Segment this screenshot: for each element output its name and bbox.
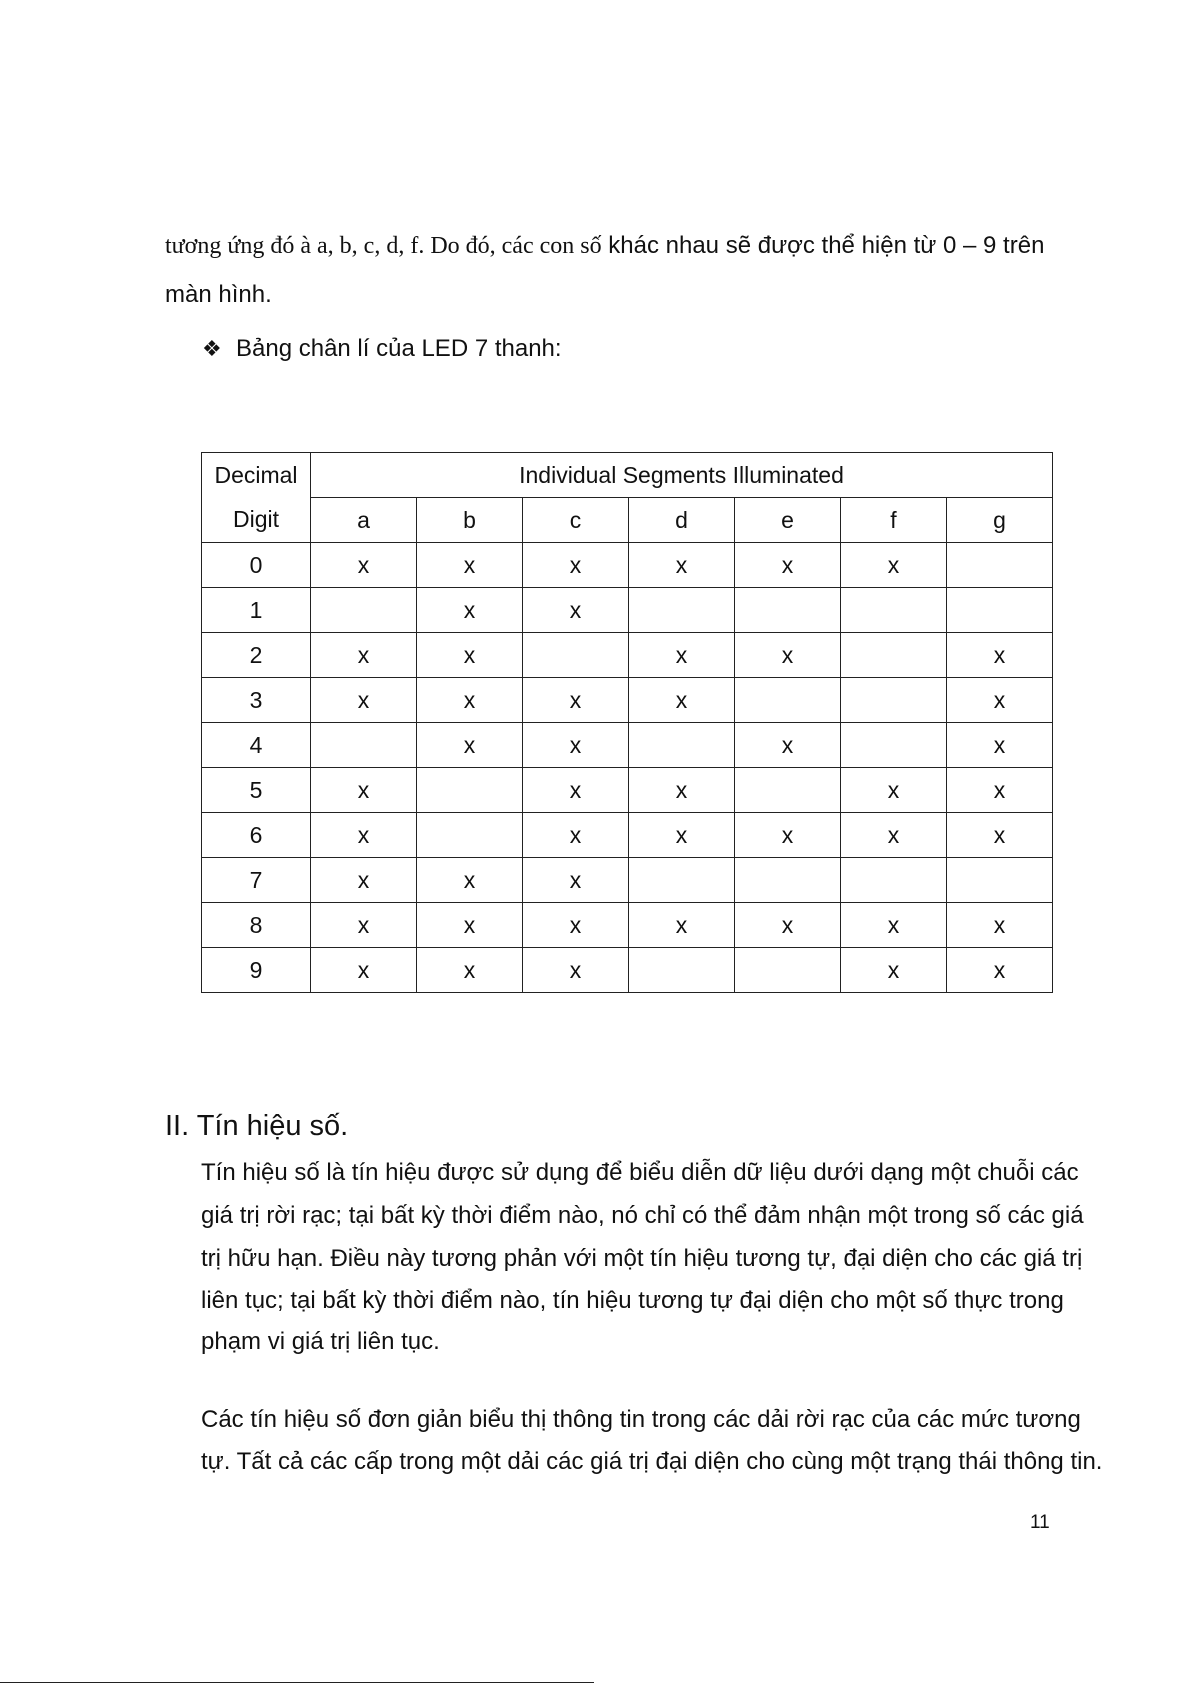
segment-cell: x	[735, 723, 841, 768]
paragraph-1-line: phạm vi giá trị liên tục.	[201, 1328, 440, 1355]
paragraph-1-line: Tín hiệu số là tín hiệu được sử dụng để biểu diễn dữ liệu dưới dạng một chuỗi các	[201, 1159, 1079, 1186]
segment-cell	[735, 858, 841, 903]
segment-cell: x	[311, 948, 417, 993]
paragraph-1-line: trị hữu hạn. Điều này tương phản với một tín hiệu tương tự, đại diện cho các giá trị	[201, 1245, 1083, 1272]
paragraph-1-line: liên tục; tại bất kỳ thời điểm nào, tín hiệu tương tự đại diện cho một số thực trong	[201, 1287, 1064, 1314]
segment-cell: x	[947, 948, 1053, 993]
digit-cell: 0	[202, 543, 311, 588]
digit-header-bottom: Digit	[202, 498, 311, 543]
page-number: 11	[1030, 1512, 1050, 1533]
segment-cell	[735, 948, 841, 993]
intro-line-1-sans: khác nhau sẽ được thể hiện từ 0 – 9 trên	[601, 232, 1045, 259]
table-row	[202, 858, 1053, 903]
intro-line-2: màn hình.	[165, 281, 272, 308]
paragraph-1-line: giá trị rời rạc; tại bất kỳ thời điểm nào, nó chỉ có thể đảm nhận một trong số các giá	[201, 1202, 1084, 1229]
segment-cell	[417, 813, 523, 858]
segment-cell	[841, 588, 947, 633]
segment-cell	[629, 948, 735, 993]
segment-header-cell: f	[841, 498, 947, 543]
segment-cell	[735, 768, 841, 813]
segment-cell	[311, 588, 417, 633]
segment-cell: x	[523, 543, 629, 588]
segment-cell	[841, 633, 947, 678]
segment-cell	[735, 678, 841, 723]
segment-cell: x	[523, 678, 629, 723]
segment-cell: x	[311, 678, 417, 723]
segment-cell	[417, 768, 523, 813]
truth-table	[201, 452, 1053, 993]
digit-cell: 2	[202, 633, 311, 678]
digit-cell: 9	[202, 948, 311, 993]
segment-header-cell: a	[311, 498, 417, 543]
segment-cell	[629, 723, 735, 768]
footnote-divider	[0, 1682, 594, 1683]
segment-cell: x	[417, 858, 523, 903]
segment-cell: x	[735, 633, 841, 678]
table-row	[202, 903, 1053, 948]
digit-cell: 3	[202, 678, 311, 723]
digit-cell: 7	[202, 858, 311, 903]
segment-cell: x	[311, 903, 417, 948]
segment-cell: x	[417, 678, 523, 723]
segment-cell: x	[947, 813, 1053, 858]
paragraph-2-line: tự. Tất cả các cấp trong một dải các giá trị đại diện cho cùng một trạng thái thông tin.	[201, 1448, 1103, 1475]
table-row	[202, 768, 1053, 813]
table-caption-text: Bảng chân lí của LED 7 thanh:	[236, 335, 562, 362]
segment-cell: x	[947, 678, 1053, 723]
segment-cell	[947, 588, 1053, 633]
segment-cell: x	[417, 633, 523, 678]
segment-cell: x	[523, 723, 629, 768]
digit-cell: 6	[202, 813, 311, 858]
table-row	[202, 678, 1053, 723]
segment-cell: x	[735, 813, 841, 858]
segment-cell: x	[629, 543, 735, 588]
segment-cell: x	[523, 948, 629, 993]
digit-cell: 5	[202, 768, 311, 813]
segment-cell: x	[311, 768, 417, 813]
table-row	[202, 543, 1053, 588]
segment-cell: x	[735, 543, 841, 588]
digit-cell: 4	[202, 723, 311, 768]
digit-cell: 8	[202, 903, 311, 948]
diamond-bullet-icon: ❖	[202, 336, 222, 361]
segment-header-cell: b	[417, 498, 523, 543]
segment-cell	[629, 858, 735, 903]
segment-cell: x	[947, 903, 1053, 948]
segment-cell	[629, 588, 735, 633]
table-caption	[202, 333, 562, 365]
table-row	[202, 723, 1053, 768]
segment-cell: x	[629, 678, 735, 723]
table-row	[202, 813, 1053, 858]
segment-cell	[947, 858, 1053, 903]
segment-cell: x	[629, 813, 735, 858]
segment-cell	[523, 633, 629, 678]
segment-cell: x	[523, 858, 629, 903]
table-row	[202, 633, 1053, 678]
segment-header-cell: d	[629, 498, 735, 543]
segment-cell: x	[417, 948, 523, 993]
segment-cell	[841, 678, 947, 723]
intro-line-1	[165, 230, 1044, 262]
segment-cell: x	[311, 633, 417, 678]
segment-cell: x	[417, 903, 523, 948]
segment-cell: x	[311, 858, 417, 903]
segment-cell: x	[841, 768, 947, 813]
table-row	[202, 588, 1053, 633]
table-row	[202, 948, 1053, 993]
segment-cell: x	[629, 633, 735, 678]
segment-cell: x	[629, 768, 735, 813]
segment-cell: x	[947, 723, 1053, 768]
segment-cell	[947, 543, 1053, 588]
segment-header-cell: c	[523, 498, 629, 543]
segment-cell	[311, 723, 417, 768]
segment-cell: x	[629, 903, 735, 948]
segment-cell: x	[523, 903, 629, 948]
segment-cell: x	[841, 948, 947, 993]
segment-header-cell: e	[735, 498, 841, 543]
segments-header: Individual Segments Illuminated	[311, 453, 1053, 498]
segment-cell: x	[735, 903, 841, 948]
segment-cell: x	[841, 903, 947, 948]
segment-cell: x	[841, 543, 947, 588]
segment-cell: x	[841, 813, 947, 858]
segment-header-row	[202, 498, 1053, 543]
segment-cell: x	[523, 768, 629, 813]
table-header-row	[202, 453, 1053, 498]
paragraph-2-line: Các tín hiệu số đơn giản biểu thị thông tin trong các dải rời rạc của các mức tương	[201, 1406, 1081, 1433]
segment-cell: x	[417, 588, 523, 633]
segment-cell: x	[947, 633, 1053, 678]
segment-cell: x	[311, 813, 417, 858]
section-heading: II. Tín hiệu số.	[165, 1110, 349, 1142]
segment-cell: x	[417, 543, 523, 588]
segment-header-cell: g	[947, 498, 1053, 543]
segment-cell	[735, 588, 841, 633]
intro-line-1-serif: tương ứng đó à a, b, c, d, f. Do đó, các con số	[165, 233, 602, 259]
segment-cell: x	[311, 543, 417, 588]
digit-header-top: Decimal	[202, 453, 311, 498]
segment-cell: x	[417, 723, 523, 768]
segment-cell: x	[523, 813, 629, 858]
segment-cell: x	[523, 588, 629, 633]
segment-cell	[841, 858, 947, 903]
segment-cell: x	[947, 768, 1053, 813]
segment-cell	[841, 723, 947, 768]
digit-cell: 1	[202, 588, 311, 633]
